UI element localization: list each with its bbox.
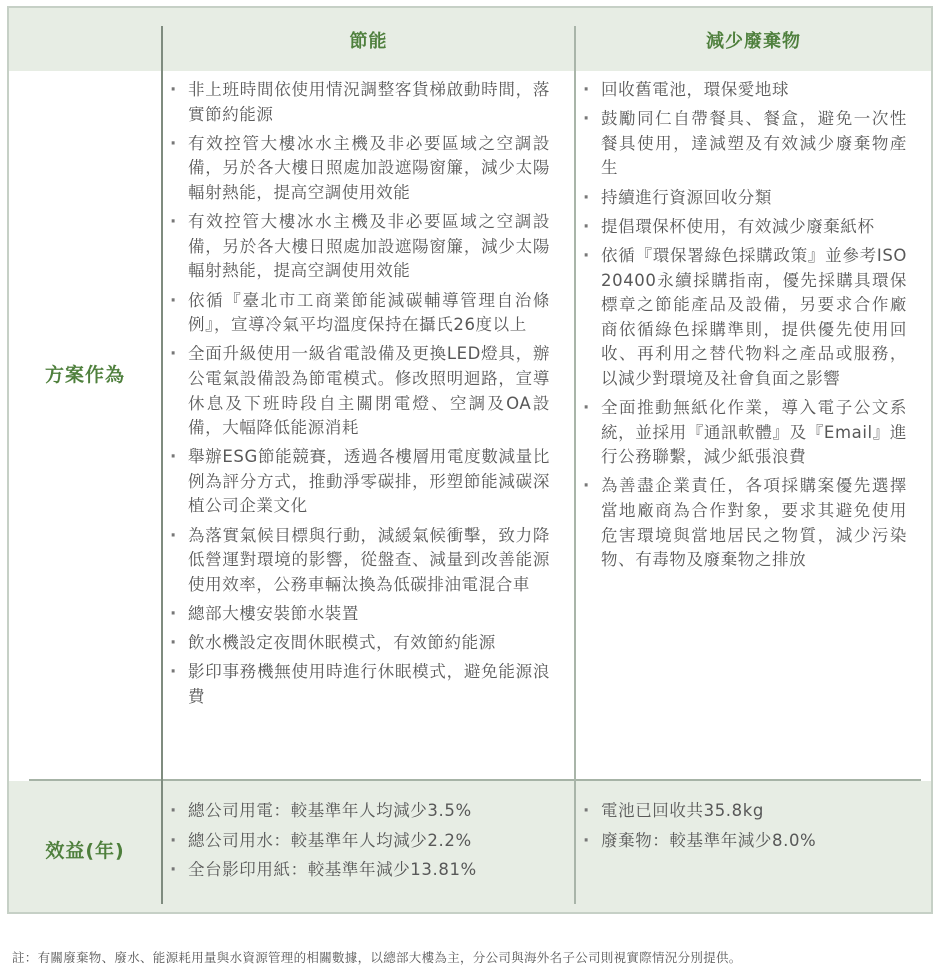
list-item: · 全面推動無紙化作業，導入電子公文系統，並採用『通訊軟體』及『Email』進行公務聯繫，減少紙張浪費 bbox=[581, 396, 907, 470]
list-item: · 有效控管大樓冰水主機及非必要區域之空調設備，另於各大樓日照處加設遮陽窗簾，減少太陽輻射熱能，提高空調使用效能 bbox=[168, 210, 550, 284]
waste-actions-list bbox=[581, 78, 907, 577]
list-item: · 總公司用電：較基準年人均減少3.5% bbox=[168, 799, 550, 824]
list-item: · 為落實氣候目標與行動，減緩氣候衝擊，致力降低營運對環境的影響，從盤查、減量到改善能源使用效率，公務車輛汰換為低碳排油電混合車 bbox=[168, 524, 550, 598]
list-item: · 全面升級使用一級省電設備及更換LED燈具，辦公電氣設備設為節電模式。修改照明迴路，宣導休息及下班時段自主關閉電燈、空調及OA設備，大幅降低能源消耗 bbox=[168, 342, 550, 440]
header-waste-reduction: 減少廢棄物 bbox=[706, 31, 801, 52]
list-item: · 影印事務機無使用時進行休眠模式，避免能源浪費 bbox=[168, 660, 550, 709]
list-item: · 非上班時間依使用情況調整客貨梯啟動時間，落實節約能源 bbox=[168, 78, 550, 127]
header-energy-saving: 節能 bbox=[349, 31, 388, 52]
list-item: · 鼓勵同仁自帶餐具、餐盒，避免一次性餐具使用，達減塑及有效減少廢棄物產生 bbox=[581, 107, 907, 181]
list-item: · 提倡環保杯使用，有效減少廢棄紙杯 bbox=[581, 215, 907, 240]
row-label-benefits: 效益(年) bbox=[45, 840, 125, 862]
waste-benefits-list bbox=[581, 799, 907, 858]
list-item: · 總部大樓安裝節水裝置 bbox=[168, 602, 550, 627]
list-item: · 有效控管大樓冰水主機及非必要區域之空調設備，另於各大樓日照處加設遮陽窗簾，減少太陽輻射熱能，提高空調使用效能 bbox=[168, 132, 550, 206]
list-item: · 持續進行資源回收分類 bbox=[581, 186, 907, 211]
energy-actions-list bbox=[168, 78, 550, 714]
column-divider-middle bbox=[574, 26, 576, 904]
list-item: · 為善盡企業責任，各項採購案優先選擇當地廠商為合作對象，要求其避免使用危害環境與當地居民之物質，減少污染物、有毒物及廢棄物之排放 bbox=[581, 474, 907, 572]
list-item: · 舉辦ESG節能競賽，透過各樓層用電度數減量比例為評分方式，推動淨零碳排，形塑節能減碳深植公司企業文化 bbox=[168, 445, 550, 519]
list-item: · 全台影印用紙：較基準年減少13.81% bbox=[168, 858, 550, 883]
list-item: · 廢棄物：較基準年減少8.0% bbox=[581, 829, 907, 854]
row-label-actions: 方案作為 bbox=[44, 364, 125, 386]
list-item: · 電池已回收共35.8kg bbox=[581, 799, 907, 824]
energy-benefits-list bbox=[168, 799, 550, 888]
list-item: · 回收舊電池，環保愛地球 bbox=[581, 78, 907, 103]
list-item: · 飲水機設定夜間休眠模式，有效節約能源 bbox=[168, 631, 550, 656]
list-item: · 依循『環保署綠色採購政策』並參考ISO 20400永續採購指南，優先採購具環保標章之節能產品及設備，另要求合作廠商依循綠色採購準則，提供優先使用回收、再利用之替代物料之產品或服務，以減少對環境及社會負面之影響 bbox=[581, 244, 907, 392]
list-item: · 總公司用水：較基準年人均減少2.2% bbox=[168, 829, 550, 854]
list-item: · 依循『臺北市工商業節能減碳輔導管理自治條例』，宣導冷氣平均溫度保持在攝氏26度以上 bbox=[168, 289, 550, 338]
footnote: 註：有關廢棄物、廢水、能源耗用量與水資源管理的相關數據，以總部大樓為主，分公司與海外名子公司則視實際情況分別提供。 bbox=[12, 950, 742, 965]
column-divider-label bbox=[161, 26, 163, 904]
